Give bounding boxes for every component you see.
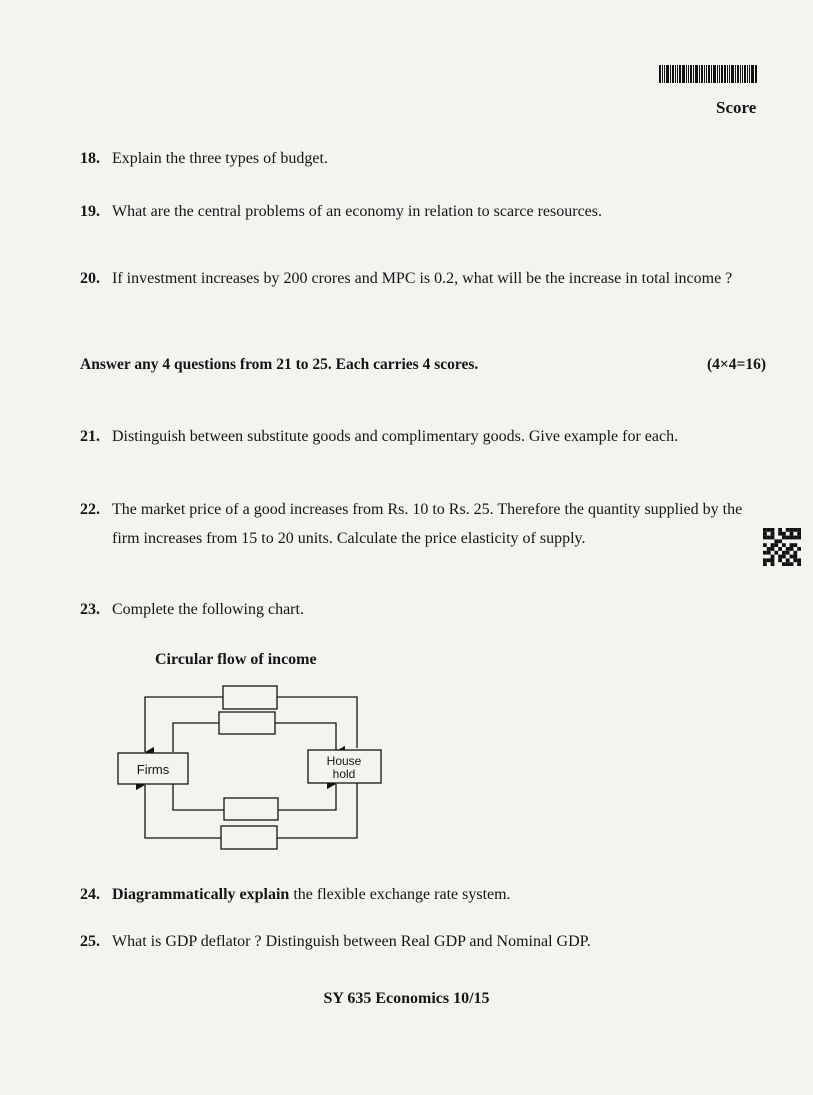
qr-module [786,562,790,566]
qr-module [790,543,794,547]
household-label-line1: House [326,754,362,768]
barcode-bar [675,65,676,83]
barcode-bar [662,65,663,83]
barcode-bar [664,65,665,83]
section-instruction [80,356,766,374]
question-text: Complete the following chart. [112,601,304,618]
qr-module [774,539,778,543]
barcode-bar [666,65,669,83]
qr-module [790,536,794,540]
barcode-bar [679,65,681,83]
question-text-bold: Diagrammatically explain [112,886,290,903]
score-label: Score [716,98,757,117]
qr-module [771,543,775,547]
blank-box-3 [224,798,278,820]
barcode-bar [749,65,750,83]
question-24 [80,880,770,909]
barcode-bar [704,65,705,83]
barcode-bar [672,65,674,83]
qr-module [782,536,786,540]
question-22 [80,495,770,553]
qr-module [782,551,786,555]
question-text: If investment increases by 200 crores and MPC is 0.2, what will be the increase in total income ? [112,270,733,287]
qr-module [771,532,775,536]
qr-module [797,562,801,566]
question-text: Distinguish between substitute goods and complimentary goods. Give example for each. [112,428,679,445]
question-18 [80,144,770,173]
qr-module [793,551,797,555]
qr-module [790,532,794,536]
qr-module [767,558,771,562]
barcode-bar [729,65,730,83]
question-text: What are the central problems of an economy in relation to scarce resources. [112,203,603,220]
barcode-bar [713,65,716,83]
question-text: Explain the three types of budget. [112,150,328,167]
qr-module [774,543,778,547]
qr-module [767,528,771,532]
barcode-bar [717,65,718,83]
qr-module [797,558,801,562]
blank-box-1 [223,686,277,709]
qr-module [771,528,775,532]
qr-module [797,536,801,540]
barcode-bar [677,65,678,83]
qr-module [763,551,767,555]
qr-module [767,547,771,551]
question-number: 18. [80,150,100,167]
qr-module [778,547,782,551]
question-19 [80,197,770,226]
qr-module [797,547,801,551]
qr-module [797,528,801,532]
barcode-bar [688,65,689,83]
qr-module [778,555,782,559]
question-number: 21. [80,428,100,445]
barcode-bar [693,65,694,83]
barcode-bar [711,65,712,83]
question-25 [80,927,770,956]
qr-module [786,536,790,540]
qr-module [782,543,786,547]
barcode-bar [708,65,710,83]
barcode-bar [701,65,703,83]
question-20 [80,266,770,291]
qr-module [790,528,794,532]
qr-module [778,539,782,543]
qr-module [771,558,775,562]
barcode-bar [731,65,734,83]
qr-module [790,555,794,559]
qr-module [767,551,771,555]
question-text: The market price of a good increases from Rs. 10 to Rs. 25. Therefore the quantity supplied by the firm increases from 15 to 20 units. Calculate the price elasticity of supply. [112,501,743,547]
qr-module [793,543,797,547]
barcode-bar [742,65,743,83]
qr-module [771,547,775,551]
barcode-bar [682,65,685,83]
qr-module [786,528,790,532]
qr-module [763,532,767,536]
question-text-rest: Distinguish between Real GDP and Nominal GDP. [261,933,591,950]
barcode-bar [724,65,726,83]
question-number: 23. [80,601,100,618]
blank-box-2 [219,712,275,734]
question-23 [80,595,770,624]
barcode-bar [699,65,700,83]
barcode-bar [706,65,707,83]
barcode-bar [744,65,746,83]
qr-module [763,558,767,562]
household-label-line2: hold [332,767,356,781]
qr-module [790,547,794,551]
section-marks: (4×4=16) [707,356,766,373]
question-21 [80,422,770,451]
barcode [659,65,763,83]
page-footer: SY 635 Economics 10/15 [323,990,490,1007]
qr-module [774,551,778,555]
barcode-bar [740,65,741,83]
barcode-bar [695,65,698,83]
circular-flow-diagram [115,680,390,865]
qr-module [793,528,797,532]
qr-module [763,536,767,540]
qr-module [763,562,767,566]
question-text [112,927,770,956]
qr-module [778,528,782,532]
qr-code [763,528,801,566]
qr-module [786,558,790,562]
qr-module [763,528,767,532]
barcode-bar [690,65,692,83]
barcode-bar [659,65,661,83]
qr-module [782,562,786,566]
blank-box-4 [221,826,277,849]
qr-module [793,558,797,562]
qr-module [778,558,782,562]
firms-label: Firms [136,762,170,777]
chart-title: Circular flow of income [155,651,317,668]
barcode-bar [670,65,671,83]
question-text [112,880,770,909]
qr-module [782,555,786,559]
question-number: 24. [80,886,100,903]
barcode-bar [719,65,720,83]
qr-module [797,532,801,536]
qr-module [786,551,790,555]
qr-module [790,562,794,566]
question-number: 22. [80,501,100,518]
barcode-bar [755,65,757,83]
qr-module [793,555,797,559]
question-text-lead: What is GDP deflator ? [112,933,262,950]
barcode-bar [747,65,748,83]
barcode-bar [735,65,736,83]
question-number: 20. [80,270,100,287]
qr-module [771,555,775,559]
qr-module [767,536,771,540]
qr-module [786,547,790,551]
qr-module [771,536,775,540]
qr-module [778,532,782,536]
qr-module [793,536,797,540]
question-number: 25. [80,933,100,950]
barcode-bar [751,65,754,83]
qr-module [771,562,775,566]
question-text-rest: the flexible exchange rate system. [289,886,511,903]
barcode-bar [721,65,723,83]
barcode-bar [686,65,687,83]
qr-module [763,543,767,547]
instruction-text: Answer any 4 questions from 21 to 25. Each carries 4 scores. [80,356,479,373]
qr-module [782,532,786,536]
barcode-bar [727,65,728,83]
barcode-bar [737,65,739,83]
question-number: 19. [80,203,100,220]
